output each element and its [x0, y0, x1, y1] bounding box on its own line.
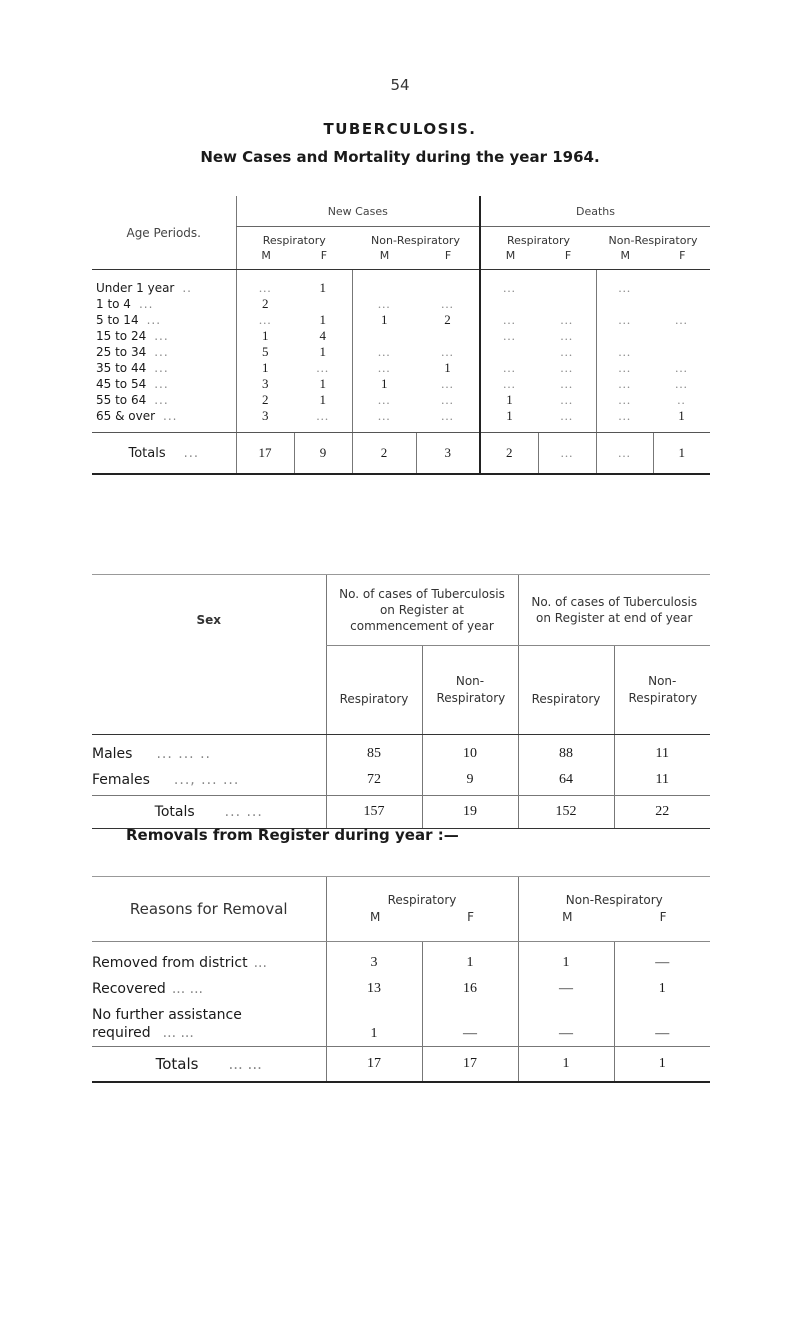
removal-respiratory-header	[326, 877, 518, 942]
value-cell: 1	[518, 942, 614, 977]
value-cell	[653, 270, 710, 297]
f-label: F	[444, 249, 452, 262]
value-cell: 1	[352, 312, 416, 328]
totals-row	[92, 433, 710, 475]
age-period-label: 1 to 4	[96, 297, 131, 311]
value-cell: 3	[236, 376, 294, 392]
leader-dots: ... ...	[224, 804, 263, 820]
value-cell: ...	[352, 360, 416, 376]
age-period-cell	[92, 312, 236, 328]
value-cell: 1	[480, 408, 538, 433]
value-cell: 1	[319, 344, 326, 359]
m-label: M	[261, 249, 271, 262]
commencement-header: No. of cases of Tuberculosis on Register at commencement of year	[326, 575, 518, 646]
table-row	[92, 976, 710, 1002]
value-cell: ...	[560, 392, 574, 407]
value-cell: ...	[560, 312, 574, 327]
total-value-cell: ...	[538, 433, 596, 475]
deaths-non-respiratory-label: Non-Respiratory	[608, 234, 698, 247]
leader-dots: ...	[154, 393, 169, 407]
removal-respiratory-label: Respiratory	[387, 893, 457, 907]
value-cell: ...	[441, 344, 454, 359]
age-period-cell	[92, 296, 236, 312]
table-row	[92, 328, 710, 344]
value-cell: —	[614, 1002, 710, 1047]
register-table	[92, 574, 710, 829]
value-cell: 2	[236, 392, 294, 408]
f-label: F	[320, 249, 328, 262]
m-label: M	[379, 249, 390, 262]
leader-dots: ... ...	[171, 981, 203, 997]
reason-label: Recovered	[92, 981, 166, 997]
sex-header: Sex	[92, 575, 326, 735]
end-respiratory-header: Respiratory	[518, 646, 614, 735]
leader-dots: ...	[163, 409, 178, 423]
value-cell: ...	[560, 360, 574, 375]
value-cell: ...	[441, 296, 454, 311]
value-cell: 1	[653, 408, 710, 433]
value-cell: —	[518, 1002, 614, 1047]
value-cell: ...	[596, 270, 653, 297]
commencement-respiratory-header: Respiratory	[326, 646, 422, 735]
total-value-cell: 22	[614, 796, 710, 829]
total-value-cell: 157	[326, 796, 422, 829]
value-cell: 16	[422, 976, 518, 1002]
value-cell: 1	[319, 312, 326, 327]
age-period-label: 35 to 44	[96, 361, 147, 375]
f-label: F	[564, 249, 572, 262]
total-value-cell: 17	[422, 1047, 518, 1083]
total-value-cell: 17	[236, 433, 294, 475]
sex-cell	[92, 735, 326, 768]
leader-dots: ...	[253, 955, 267, 971]
leader-dots: ..., ... ...	[173, 772, 240, 788]
value-cell: —	[614, 942, 710, 977]
value-cell	[480, 296, 538, 312]
total-value-cell: 19	[422, 796, 518, 829]
removal-non-respiratory-header	[518, 877, 710, 942]
new-non-respiratory-label: Non-Respiratory	[371, 234, 460, 247]
value-cell: ...	[352, 296, 416, 312]
reasons-header: Reasons for Removal	[92, 877, 326, 942]
value-cell: 1	[422, 942, 518, 977]
value-cell: ...	[675, 376, 688, 391]
value-cell: ...	[416, 408, 480, 433]
table-row	[92, 376, 710, 392]
value-cell: ...	[675, 312, 688, 327]
leader-dots: ...	[154, 377, 169, 391]
table-row	[92, 344, 710, 360]
value-cell: ...	[316, 360, 330, 375]
leader-dots: ... ... ..	[156, 746, 211, 762]
table-row	[92, 392, 710, 408]
value-cell: 11	[614, 735, 710, 768]
total-value-cell: 2	[352, 433, 416, 475]
age-period-cell	[92, 360, 236, 376]
value-cell: 1	[326, 1002, 422, 1047]
deaths-header: Deaths	[480, 196, 710, 227]
leader-dots: ...	[154, 329, 169, 343]
value-cell: 2	[444, 312, 451, 327]
value-cell: ...	[480, 376, 538, 392]
value-cell	[480, 344, 538, 360]
value-cell: ...	[538, 408, 596, 433]
age-period-label: 15 to 24	[96, 329, 147, 343]
value-cell: 11	[614, 767, 710, 796]
value-cell: ...	[236, 312, 294, 328]
value-cell: ...	[294, 408, 352, 433]
table-row	[92, 767, 710, 796]
age-period-label: 5 to 14	[96, 313, 139, 327]
value-cell: ...	[352, 344, 416, 360]
age-period-cell	[92, 270, 236, 297]
age-period-label: 55 to 64	[96, 393, 147, 407]
value-cell: ...	[352, 408, 416, 433]
total-value-cell: 1	[614, 1047, 710, 1083]
m-label: M	[620, 249, 631, 262]
end-non-respiratory-header: Non-Respiratory	[614, 646, 710, 735]
deaths-respiratory-header	[480, 227, 596, 270]
value-cell	[653, 344, 710, 360]
table-row	[92, 942, 710, 977]
table-row	[92, 296, 710, 312]
table-row	[92, 735, 710, 768]
value-cell: ...	[596, 344, 653, 360]
value-cell	[352, 328, 416, 344]
value-cell: ...	[480, 360, 538, 376]
age-period-cell	[92, 344, 236, 360]
removals-table	[92, 876, 710, 1083]
value-cell: ...	[560, 344, 574, 359]
value-cell: 9	[422, 767, 518, 796]
value-cell: ...	[596, 392, 653, 408]
table-row	[92, 270, 710, 297]
value-cell: ...	[596, 376, 653, 392]
value-cell	[596, 296, 653, 312]
totals-label-cell	[92, 1047, 326, 1083]
page-number: 54	[390, 76, 410, 94]
totals-label: Totals	[128, 445, 166, 461]
totals-row	[92, 796, 710, 829]
value-cell: 13	[326, 976, 422, 1002]
total-value-cell: 1	[653, 433, 710, 475]
total-value-cell: 1	[518, 1047, 614, 1083]
value-cell: ...	[441, 376, 454, 391]
value-cell: 1	[319, 280, 326, 295]
end-of-year-header: No. of cases of Tuberculosis on Register at end of year	[518, 575, 710, 646]
table-row	[92, 312, 710, 328]
deaths-non-respiratory-header	[596, 227, 710, 270]
commencement-non-respiratory-header: Non-Respiratory	[422, 646, 518, 735]
value-cell: 10	[422, 735, 518, 768]
value-cell: ...	[596, 312, 653, 328]
f-label: F	[679, 249, 686, 262]
new-cases-mortality-table	[92, 196, 710, 475]
value-cell	[294, 296, 352, 312]
value-cell: 64	[518, 767, 614, 796]
value-cell: ...	[480, 312, 538, 328]
sex-label: Males	[92, 746, 133, 762]
value-cell: ...	[236, 270, 294, 297]
totals-label: Totals	[154, 804, 195, 820]
value-cell: 1	[480, 392, 538, 408]
age-period-label: Under 1 year	[96, 281, 175, 295]
f-label: F	[467, 910, 475, 924]
reason-cell	[92, 1002, 326, 1047]
value-cell: ...	[441, 392, 454, 407]
value-cell: ...	[480, 328, 538, 344]
value-cell	[416, 270, 480, 297]
new-non-respiratory-header	[352, 227, 480, 270]
f-label: F	[659, 910, 667, 924]
sex-cell	[92, 767, 326, 796]
value-cell: 1	[236, 328, 294, 344]
total-value-cell: 17	[326, 1047, 422, 1083]
value-cell	[538, 270, 596, 297]
total-value-cell: ...	[596, 433, 653, 475]
value-cell	[653, 328, 710, 344]
table-row	[92, 408, 710, 433]
value-cell: ...	[560, 376, 574, 391]
leader-dots: ...	[154, 345, 169, 359]
leader-dots: ...	[154, 361, 169, 375]
page-subtitle: New Cases and Mortality during the year 1964.	[200, 148, 600, 166]
leader-dots: ... ...	[162, 1025, 194, 1041]
value-cell	[538, 296, 596, 312]
age-period-cell	[92, 376, 236, 392]
value-cell	[352, 270, 416, 297]
value-cell: ..	[677, 392, 686, 407]
age-period-label: 45 to 54	[96, 377, 147, 391]
total-value-cell: 2	[480, 433, 538, 475]
removal-non-respiratory-label: Non-Respiratory	[565, 893, 663, 907]
value-cell: ...	[596, 360, 653, 376]
totals-label-cell	[92, 796, 326, 829]
value-cell	[653, 296, 710, 312]
value-cell: ...	[352, 392, 416, 408]
value-cell: ...	[560, 328, 574, 343]
total-value-cell: 152	[518, 796, 614, 829]
value-cell: ...	[596, 408, 653, 433]
value-cell	[596, 328, 653, 344]
new-respiratory-label: Respiratory	[262, 234, 326, 247]
value-cell: 4	[319, 328, 326, 343]
reason-label: No further assistance required	[92, 1007, 242, 1041]
value-cell: 1	[614, 976, 710, 1002]
age-period-label: 25 to 34	[96, 345, 147, 359]
reason-cell	[92, 976, 326, 1002]
leader-dots: ...	[146, 313, 162, 327]
age-period-cell	[92, 328, 236, 344]
value-cell: ...	[675, 360, 688, 375]
m-label: M	[369, 910, 381, 924]
age-period-cell	[92, 408, 236, 433]
age-period-label: 65 & over	[96, 409, 156, 423]
value-cell	[416, 328, 480, 344]
new-cases-header: New Cases	[236, 196, 480, 227]
reason-label: Removed from district	[92, 955, 248, 971]
value-cell: 1	[236, 360, 294, 376]
sex-label: Females	[92, 772, 150, 788]
leader-dots: ...	[138, 297, 154, 311]
value-cell: —	[422, 1002, 518, 1047]
value-cell: ...	[480, 270, 538, 297]
value-cell: —	[518, 976, 614, 1002]
value-cell: 1	[352, 376, 416, 392]
reason-cell	[92, 942, 326, 977]
totals-label-cell	[92, 433, 236, 475]
removals-heading: Removals from Register during year :—	[126, 826, 459, 844]
leader-dots: ... ...	[228, 1055, 262, 1073]
value-cell: 3	[236, 408, 294, 433]
leader-dots: ...	[183, 445, 200, 461]
value-cell: 1	[319, 392, 326, 407]
leader-dots: ..	[182, 281, 192, 295]
total-value-cell: 9	[294, 433, 352, 475]
totals-label: Totals	[155, 1055, 199, 1073]
page-title: TUBERCULOSIS.	[323, 120, 477, 138]
new-respiratory-header	[236, 227, 352, 270]
value-cell: 5	[236, 344, 294, 360]
total-value-cell: 3	[416, 433, 480, 475]
totals-row	[92, 1047, 710, 1083]
deaths-respiratory-label: Respiratory	[507, 234, 571, 247]
age-periods-header: Age Periods.	[92, 196, 236, 270]
value-cell: 2	[236, 296, 294, 312]
value-cell: 1	[319, 376, 326, 391]
age-period-cell	[92, 392, 236, 408]
value-cell: 3	[326, 942, 422, 977]
m-label: M	[505, 249, 516, 262]
value-cell: 85	[326, 735, 422, 768]
table-row	[92, 360, 710, 376]
value-cell: 72	[326, 767, 422, 796]
table-row	[92, 1002, 710, 1047]
value-cell: 1	[444, 360, 451, 375]
value-cell: 88	[518, 735, 614, 768]
m-label: M	[562, 910, 573, 924]
